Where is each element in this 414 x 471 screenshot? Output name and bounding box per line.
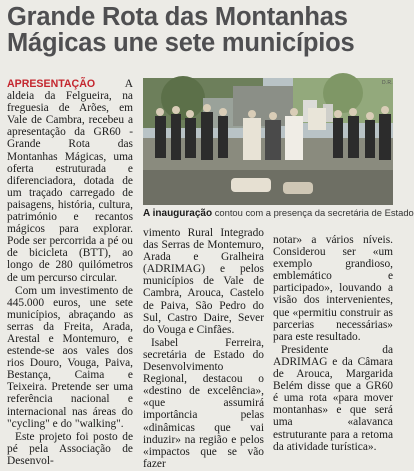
paragraph: Isabel Ferreira, secretária de Estado do Desenvolvimento Regional, destacou o «destino de excelência», «que assumirá importância pelas «dinâmicas que vai induzir» na região e pelos «impactos que se vão fazer xyxy=(143,336,264,470)
caption-lead: A inauguração xyxy=(143,208,213,219)
caption-text: contou com a presença da secretária de Estado xyxy=(212,207,414,218)
photo-caption xyxy=(143,207,414,219)
event-photo xyxy=(143,78,393,205)
article-column-3 xyxy=(273,234,393,454)
article-column-1 xyxy=(7,78,133,468)
paragraph: Presidente da ADRIMAG e da Câmara de Arouca, Margarida Belém disse que a GR60 é uma rota «para mover montanhas» e que será uma «alavanca estruturante para a retoma da atividade turística». xyxy=(273,343,393,453)
paragraph: Este projeto foi posto de pé pela Associação de Desenvol- xyxy=(7,430,133,467)
headline-line-1: Grande Rota das Montanhas xyxy=(7,3,348,31)
lead-word: APRESENTAÇÃO xyxy=(7,78,96,90)
paragraph: Com um investimento de 445.000 euros, une sete municípios, abraçando as serras da Freita, Arada, Arestal e Montemuro, e estende-se aos vales dos rios Douro, Vouga, Paiva, Bestança, Caima e Teixeira. Pretende ser uma referência nacional e internacional nas áreas do "cycling" e do "walking". xyxy=(7,284,133,430)
headline-line-2: Mágicas une sete municípios xyxy=(7,29,355,57)
event-photo-image xyxy=(143,78,393,205)
paragraph: APRESENTAÇÃO A aldeia da Felgueira, na freguesia de Arões, em Vale de Cambra, recebeu a apresentação da GR60 - Grande Rota das Montanhas Mágicas, uma oferta estruturada e diferenciadora, dotada de um traçado carregado de paisagens, história, cultura, património e recantos mágicos para explorar. Pode ser percorrida a pé ou de bicicleta (BTT), ao longo de 280 quilómetros de um percurso circular. xyxy=(7,78,133,284)
paragraph: notar» a vários níveis. Considerou ser «um exemplo grandioso, emblemático e participado», louvando a visão dos intervenientes, que «permitiu construir as parcerias necessárias» para este resultado. xyxy=(273,234,393,343)
article-column-2 xyxy=(143,227,264,471)
paragraph: vimento Rural Integrado das Serras de Montemuro, Arada e Gralheira (ADRIMAG) e pelos municípios de Vale de Cambra, Arouca, Castelo de Paiva, São Pedro do Sul, Castro Daire, Sever do Vouga e Cinfães. xyxy=(143,227,264,336)
photo-credit: D.R. xyxy=(382,80,393,86)
headline xyxy=(7,4,393,56)
